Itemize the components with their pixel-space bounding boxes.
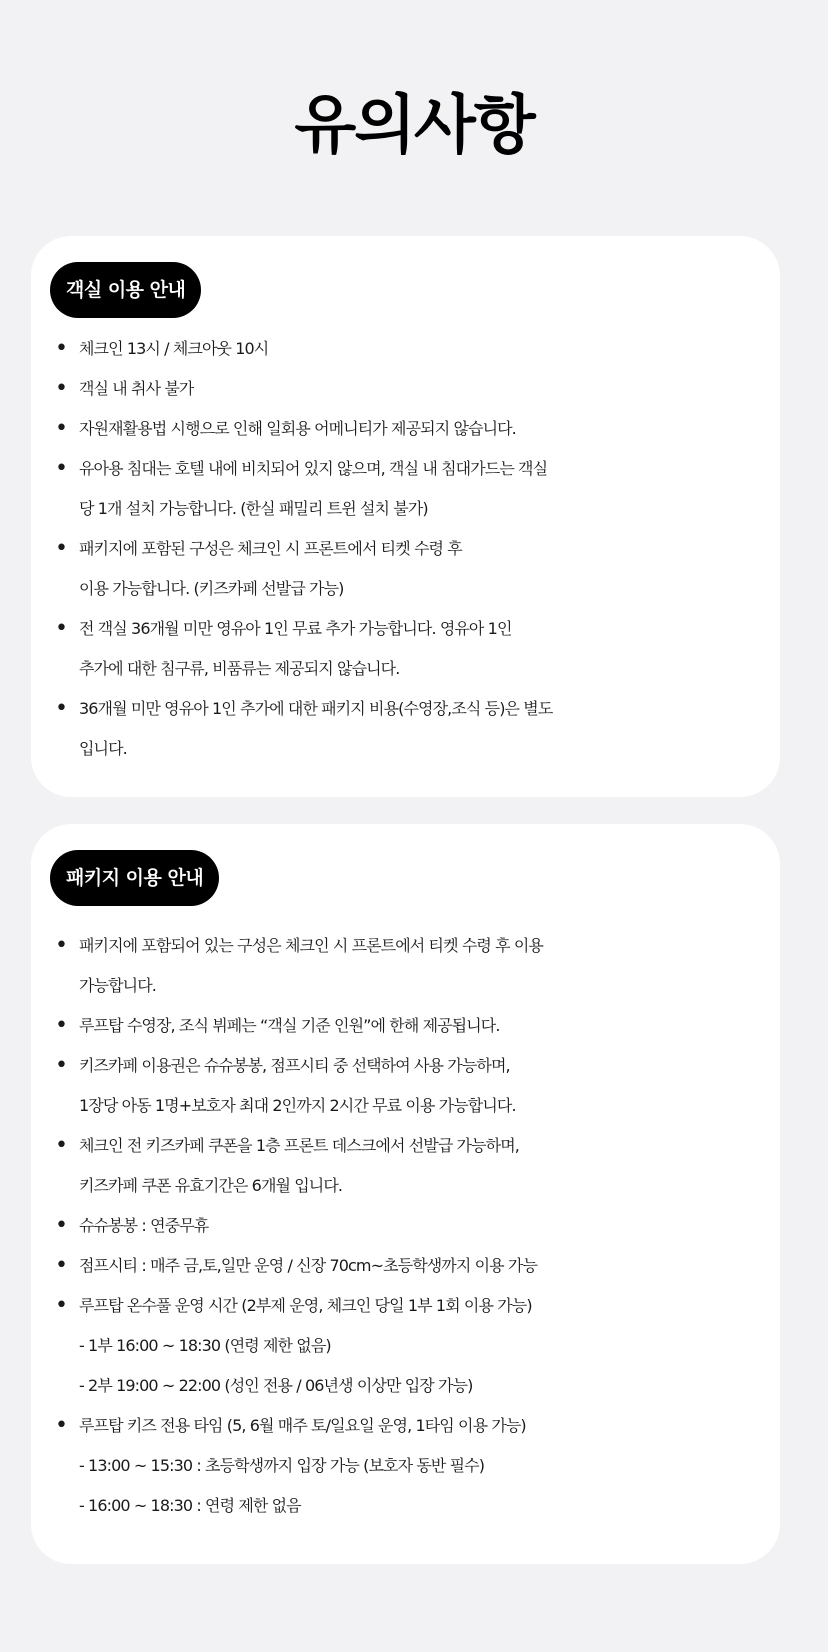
- bullet-icon: •: [55, 336, 68, 361]
- list-item: [51, 449, 780, 529]
- list-item-text: 입니다.: [79, 739, 127, 758]
- list-item-text: 자원재활용법 시행으로 인해 일회용 어메니티가 제공되지 않습니다.: [79, 419, 516, 438]
- list-item-text: 패키지에 포함되어 있는 구성은 체크인 시 프론트에서 티켓 수령 후 이용: [79, 936, 543, 955]
- list-item-text: 유아용 침대는 호텔 내에 비치되어 있지 않으며, 객실 내 침대가드는 객실: [79, 459, 548, 478]
- bullet-icon: •: [55, 416, 68, 441]
- list-item-text: 1장당 아동 1명+보호자 최대 2인까지 2시간 무료 이용 가능합니다.: [79, 1096, 516, 1115]
- room-info-card: [31, 236, 780, 797]
- package-info-badge: 패키지 이용 안내: [50, 850, 219, 906]
- bullet-icon: •: [55, 1293, 68, 1318]
- bullet-icon: •: [55, 616, 68, 641]
- room-info-list: [51, 329, 780, 769]
- list-item-text: - 2부 19:00 ~ 22:00 (성인 전용 / 06년생 이상만 입장 가능): [79, 1376, 473, 1395]
- list-item: [51, 1206, 780, 1246]
- list-item-text: 키즈카페 이용권은 슈슈봉봉, 점프시티 중 선택하여 사용 가능하며,: [79, 1056, 510, 1075]
- list-item-text: 루프탑 키즈 전용 타임 (5, 6월 매주 토/일요일 운영, 1타임 이용 가능): [79, 1416, 526, 1435]
- list-item: [51, 329, 780, 369]
- list-item-text: - 16:00 ~ 18:30 : 연령 제한 없음: [79, 1496, 301, 1515]
- list-item-text: - 13:00 ~ 15:30 : 초등학생까지 입장 가능 (보호자 동반 필수): [79, 1456, 485, 1475]
- bullet-icon: •: [55, 696, 68, 721]
- list-item-text: 추가에 대한 침구류, 비품류는 제공되지 않습니다.: [79, 659, 400, 678]
- list-item-text: 점프시티 : 매주 금,토,일만 운영 / 신장 70cm~초등학생까지 이용 가능: [79, 1256, 538, 1275]
- list-item-text: 패키지에 포함된 구성은 체크인 시 프론트에서 티켓 수령 후: [79, 539, 462, 558]
- list-item-text: 체크인 13시 / 체크아웃 10시: [79, 339, 269, 358]
- list-item: [51, 529, 780, 609]
- list-item-text: 36개월 미만 영유아 1인 추가에 대한 패키지 비용(수영장,조식 등)은 별도: [79, 699, 553, 718]
- bullet-icon: •: [55, 1053, 68, 1078]
- list-item: [51, 689, 780, 769]
- package-info-card: [31, 824, 780, 1564]
- list-item: [51, 1046, 780, 1126]
- list-item: [51, 369, 780, 409]
- bullet-icon: •: [55, 1413, 68, 1438]
- bullet-icon: •: [55, 1253, 68, 1278]
- list-item-text: 전 객실 36개월 미만 영유아 1인 무료 추가 가능합니다. 영유아 1인: [79, 619, 512, 638]
- list-item: [51, 609, 780, 689]
- bullet-icon: •: [55, 1213, 68, 1238]
- bullet-icon: •: [55, 1013, 68, 1038]
- list-item-text: - 1부 16:00 ~ 18:30 (연령 제한 없음): [79, 1336, 331, 1355]
- list-item: [51, 926, 780, 1006]
- bullet-icon: •: [55, 933, 68, 958]
- list-item-text: 당 1개 설치 가능합니다. (한실 패밀리 트윈 설치 불가): [79, 499, 428, 518]
- list-item-text: 키즈카페 쿠폰 유효기간은 6개월 입니다.: [79, 1176, 343, 1195]
- bullet-icon: •: [55, 456, 68, 481]
- package-info-list: [51, 926, 780, 1526]
- list-item-text: 객실 내 취사 불가: [79, 379, 194, 398]
- list-item-text: 슈슈봉봉 : 연중무휴: [79, 1216, 209, 1235]
- bullet-icon: •: [55, 376, 68, 401]
- list-item: [51, 1246, 780, 1286]
- list-item-text: 루프탑 수영장, 조식 뷔페는 “객실 기준 인원”에 한해 제공됩니다.: [79, 1016, 500, 1035]
- list-item-text: 이용 가능합니다. (키즈카페 선발급 가능): [79, 579, 344, 598]
- bullet-icon: •: [55, 1133, 68, 1158]
- list-item-text: 체크인 전 키즈카페 쿠폰을 1층 프론트 데스크에서 선발급 가능하며,: [79, 1136, 519, 1155]
- list-item-text: 가능합니다.: [79, 976, 156, 995]
- room-info-badge: 객실 이용 안내: [50, 262, 201, 318]
- page-title: 유의사항: [294, 89, 534, 163]
- list-item: [51, 1406, 780, 1526]
- bullet-icon: •: [55, 536, 68, 561]
- list-item: [51, 1286, 780, 1406]
- list-item: [51, 409, 780, 449]
- list-item: [51, 1126, 780, 1206]
- list-item-text: 루프탑 온수풀 운영 시간 (2부제 운영, 체크인 당일 1부 1회 이용 가능): [79, 1296, 532, 1315]
- list-item: [51, 1006, 780, 1046]
